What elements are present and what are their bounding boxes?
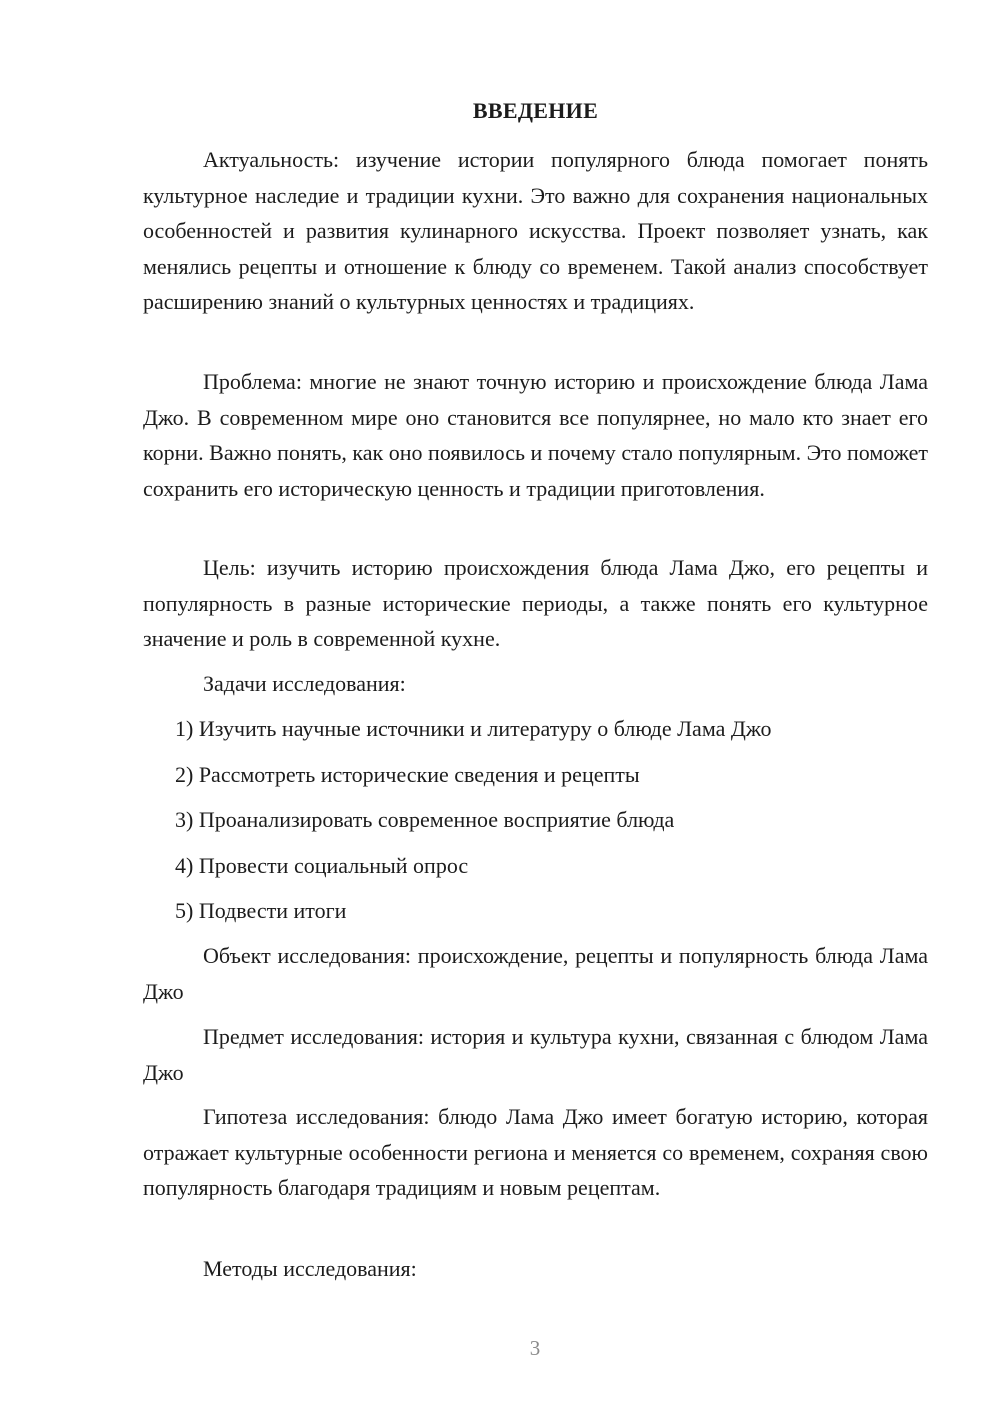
paragraph-goal: Цель: изучить историю происхождения блюда Лама Джо, его рецепты и популярность в разные исторические периоды, а также понять его культурное значение и роль в современной кухне. xyxy=(143,555,928,651)
paragraph-object: Объект исследования: происхождение, рецепты и популярность блюда Лама Джо xyxy=(143,943,928,1004)
paragraph-relevance: Актуальность: изучение истории популярного блюда помогает понять культурное наследие и традиции кухни. Это важно для сохранения национальных особенностей и развития кулинарного искусства. Проект позволяет узнать, как менялись рецепты и отношение к блюду со временем. Такой анализ способствует расширению знаний о культурных ценностях и традициях. xyxy=(143,147,928,314)
task-item-4: 4) Провести социальный опрос xyxy=(175,853,469,878)
task-item-3: 3) Проанализировать современное восприятие блюда xyxy=(175,807,675,832)
tasks-heading: Задачи исследования: xyxy=(203,671,406,696)
paragraph-problem: Проблема: многие не знают точную историю и происхождение блюда Лама Джо. В современном мире оно становится все популярнее, но мало кто знает его корни. Важно понять, как оно появилось и почему стало популярным. Это поможет сохранить его историческую ценность и традиции приготовления. xyxy=(143,369,928,501)
task-item-1: 1) Изучить научные источники и литературу о блюде Лама Джо xyxy=(175,716,772,741)
page-title: ВВЕДЕНИЕ xyxy=(472,98,599,123)
task-item-5: 5) Подвести итоги xyxy=(175,898,347,923)
methods-heading: Методы исследования: xyxy=(203,1256,417,1281)
task-item-2: 2) Рассмотреть исторические сведения и рецепты xyxy=(175,762,640,787)
paragraph-subject: Предмет исследования: история и культура кухни, связанная с блюдом Лама Джо xyxy=(143,1024,928,1085)
paragraph-hypothesis: Гипотеза исследования: блюдо Лама Джо имеет богатую историю, которая отражает культурные особенности региона и меняется со временем, сохраняя свою популярность благодаря традициям и новым рецептам. xyxy=(143,1104,928,1200)
page-number: 3 xyxy=(529,1336,541,1360)
